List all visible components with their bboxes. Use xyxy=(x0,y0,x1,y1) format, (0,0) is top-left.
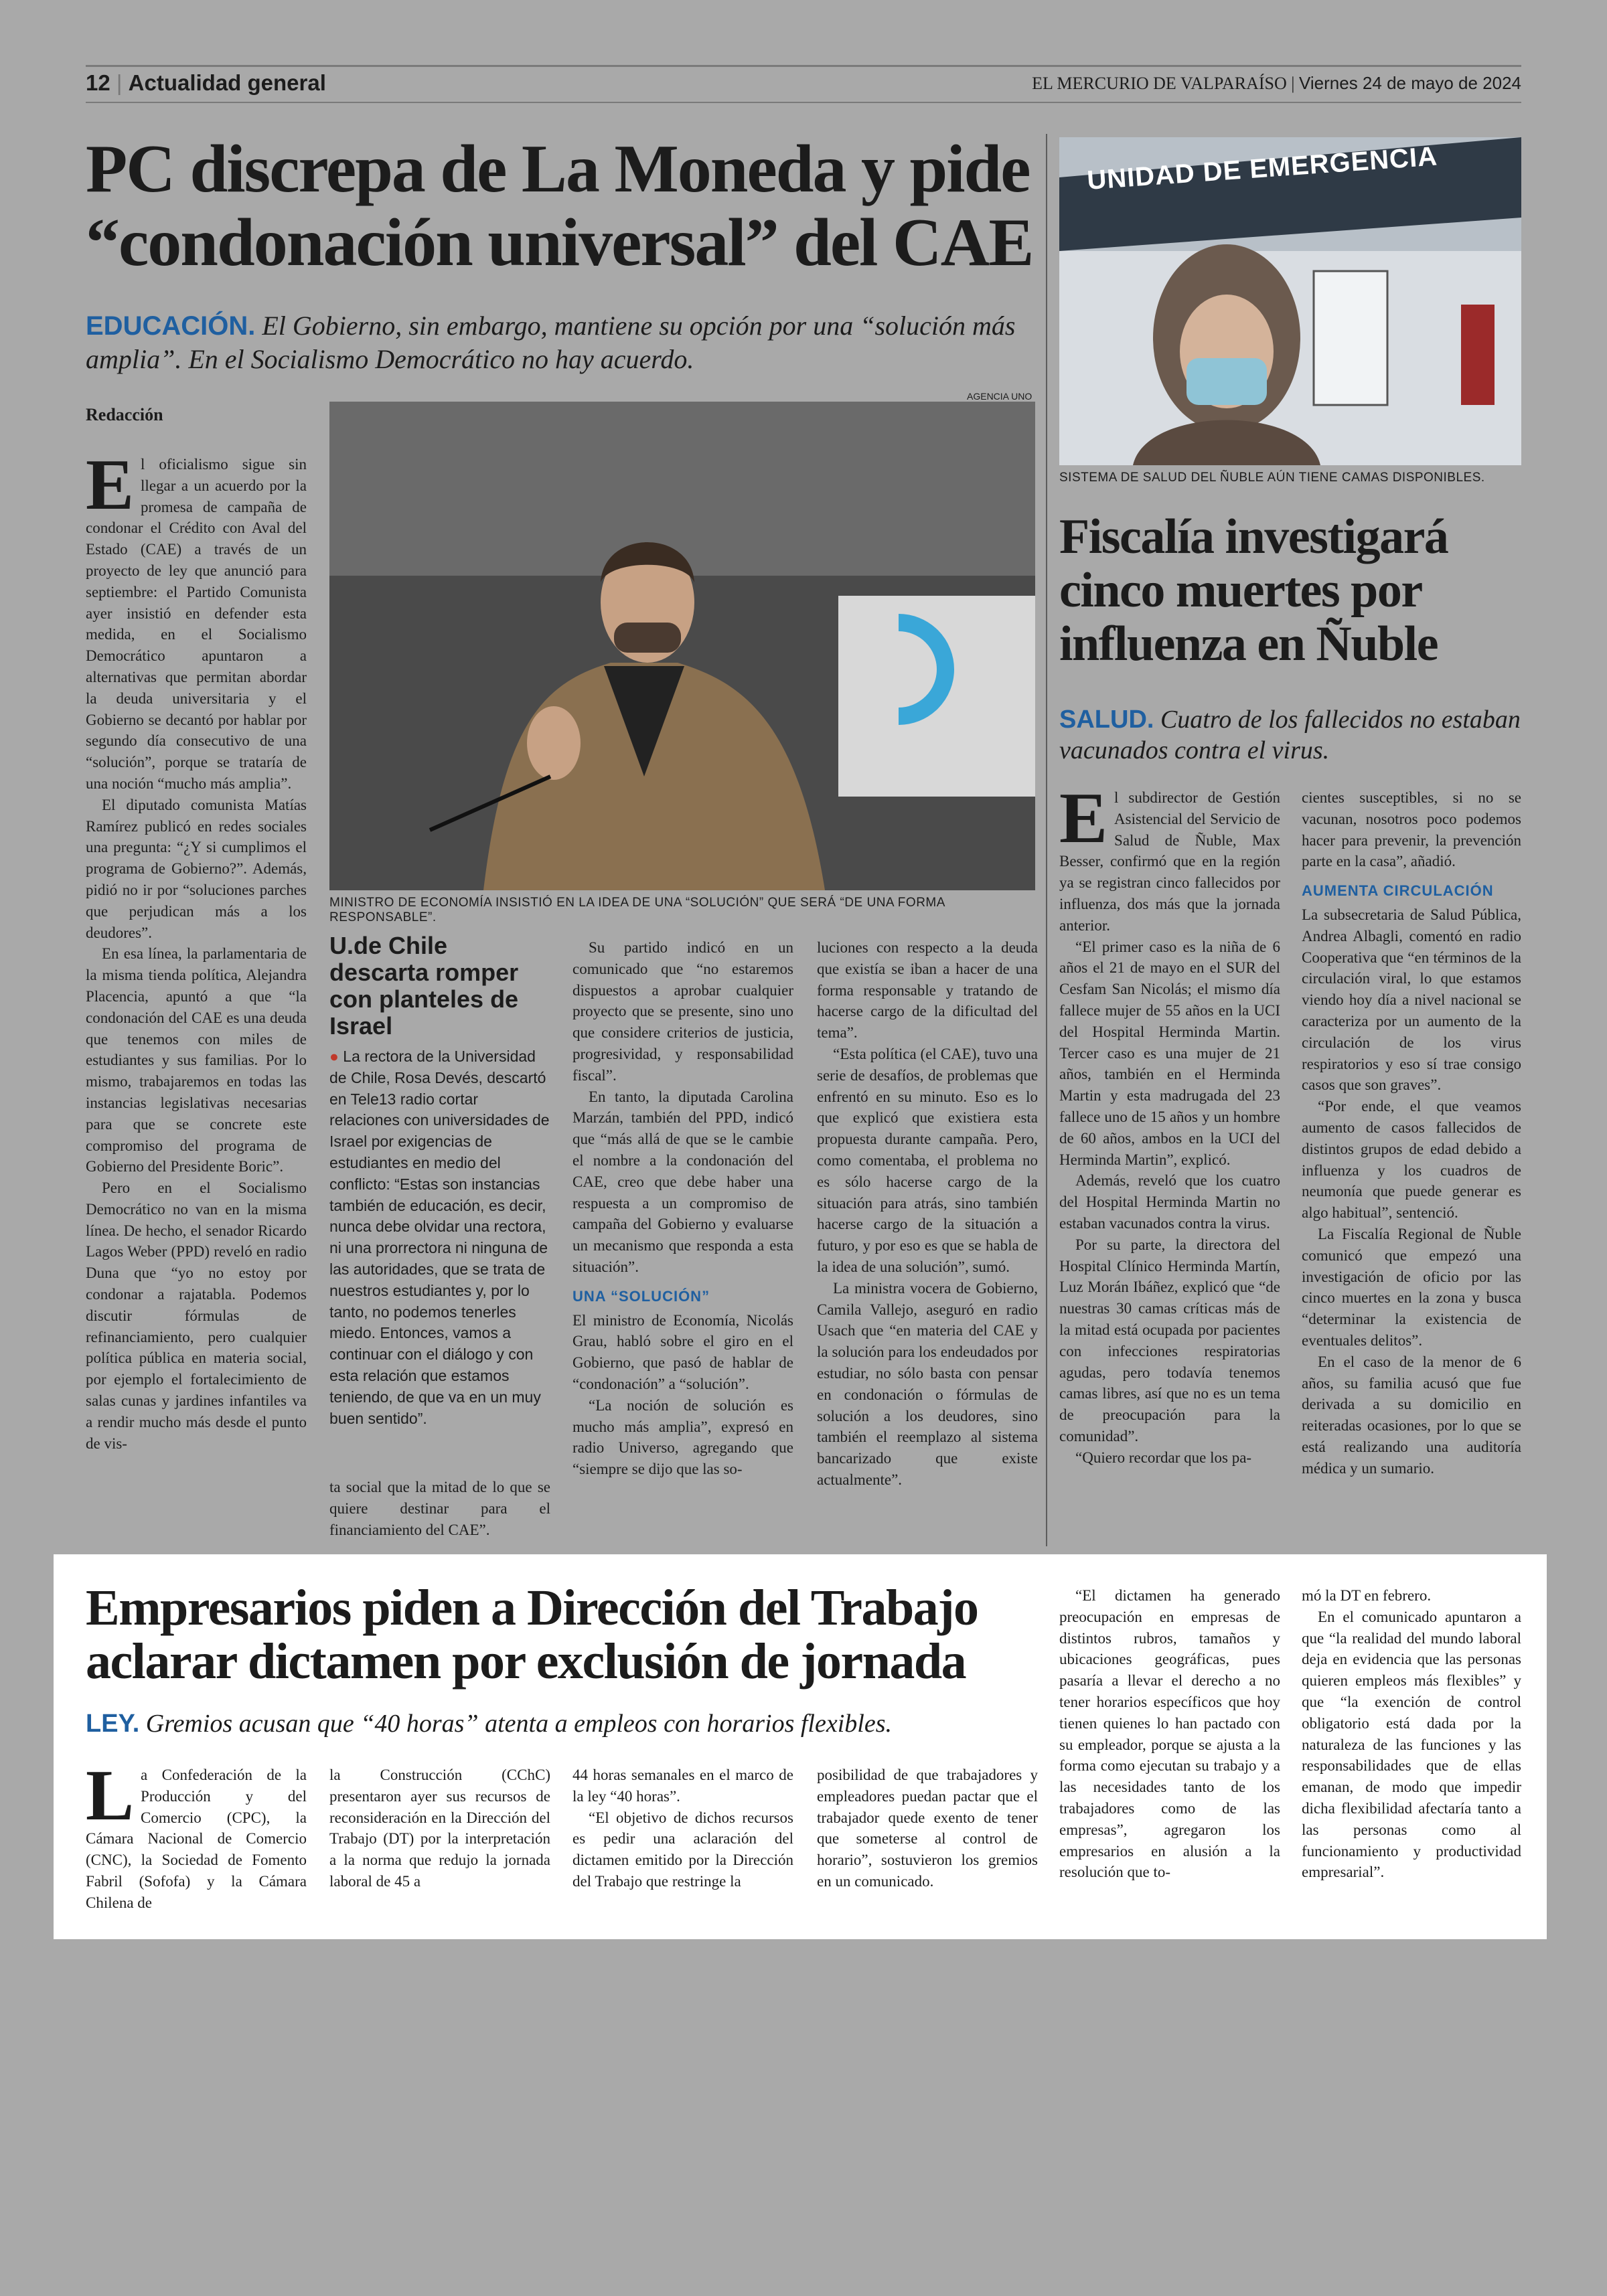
bottom-col-2 xyxy=(329,1765,550,1892)
paragraph: La ministra vocera de Gobierno, Camila Vallejo, aseguró en radio Usach que “en materia del CAE y la solución para los endeudados por estudiar, no sólo basta con pensar en condonación o fórmulas de solución a los deudores, sino también el reemplazo al sistema bancarizado que existe actualmente”. xyxy=(817,1279,1038,1488)
drop-cap: L xyxy=(86,1756,135,1835)
paragraph: Además, reveló que los cuatro del Hospital Herminda Martin no estaban vacunados contra la virus. xyxy=(1059,1172,1280,1232)
main-headline-line1: PC discrepa de La Moneda y pide xyxy=(86,131,1030,207)
side-deck xyxy=(1059,704,1521,766)
main-photo-caption: MINISTRO DE ECONOMÍA INSISTIÓ EN LA IDEA DE UNA “SOLUCIÓN” QUE SERÁ “DE UNA FORMA RESPONSABLE”. xyxy=(329,896,945,924)
side-deck-text: Cuatro de los fallecidos no estaban vacunados contra el virus. xyxy=(1059,706,1521,764)
main-headline-line2: “condonación universal” del CAE xyxy=(86,205,1033,280)
paragraph: En el caso de la menor de 6 años, su familia acusó que fue derivada a su domicilio en reiteradas ocasiones, por lo que se está realizando una auditoría médica y un sumario. xyxy=(1302,1353,1521,1477)
side-tag: SALUD. xyxy=(1059,706,1154,734)
bottom-col-1 xyxy=(86,1756,307,1914)
main-col-3 xyxy=(572,937,793,1480)
newspaper-name: EL MERCURIO DE VALPARAÍSO xyxy=(1032,74,1287,93)
drop-cap: E xyxy=(1059,778,1108,858)
paragraph: “El dictamen ha generado preocupación en empresas de distintos rubros, tamaños y ubicaciones geográficas, pues pasaría a llevar el derecho a no tener horarios específicos que hoy tienen quienes lo han pactado con su empleador, porque se ajusta a la forma como ejecutan su trabajo y a las necesidades tanto de los trabajadores como de las empresas”, agregaron los empresarios en alusión a la resolución que to- xyxy=(1059,1587,1280,1881)
paragraph: La subsecretaria de Salud Pública, Andrea Albagli, comentó en radio Cooperativa que “en términos de la circulación viral, lo que estamos viendo hoy día a nivel nacional se caracteriza por un aumento de la circulación de los virus respiratorios y eso sí trae consigo casos que son graves”. xyxy=(1302,906,1521,1094)
side-headline: Fiscalía investigará cinco muertes por influenza en Ñuble xyxy=(1059,509,1448,671)
bullet-icon: ● xyxy=(329,1048,343,1065)
byline: Redacción xyxy=(86,405,163,424)
box-body xyxy=(329,1046,550,1429)
emergency-sign: UNIDAD DE EMERGENCIA xyxy=(1086,141,1439,195)
bottom-col-3 xyxy=(572,1765,793,1892)
masthead-date: EL MERCURIO DE VALPARAÍSO | Viernes 24 de mayo de 2024 xyxy=(1032,73,1521,93)
main-col-4 xyxy=(817,937,1038,1491)
page-section: 12 | Actualidad general xyxy=(86,70,326,95)
paragraph: l subdirector de Gestión Asistencial del Servicio de Salud de Ñuble, Max Besser, confirmó que en la región ya se registran cinco fallecidos por influenza, dos más que la jornada anterior. xyxy=(1059,789,1280,934)
page-header xyxy=(86,65,1521,103)
subhead: UNA “SOLUCIÓN” xyxy=(572,1287,710,1305)
paragraph: “Esta política (el CAE), tuvo una serie de desafíos, de problemas que enfrentó en su minuto. Eso es lo que explicó que existiera esta propuesta durante campaña. Pero, como comentaba, el problema no es sólo hacerse cargo de la situación para atrás, sino también hacerse cargo de la situación a futuro, y por eso es que se habla de la idea de una solución”, sumó. xyxy=(817,1045,1038,1275)
paragraph: ta social que la mitad de lo que se quiere destinar para el financiamiento del CAE”. xyxy=(329,1479,550,1538)
main-deck-text: El Gobierno, sin embargo, mantiene su opción por una “solución más amplia”. En el Socialismo Democrático no hay acuerdo. xyxy=(86,311,1016,374)
main-deck xyxy=(86,309,1037,376)
box-text: La rectora de la Universidad de Chile, Rosa Devés, descartó en Tele13 radio cortar relaciones con universidades de Israel por exigencias de estudiantes en medio del conflicto: “Estas son instancias también de educación, es decir, nunca debe olvidar una rectora, ni una prorrectora ni ninguna de las autoridades, que se trata de nuestros estudiantes y, por lo tanto, no podemos tenerles miedo. Entonces, vamos a continuar con el diálogo y con esta relación que estamos teniendo, de que va en un muy buen sentido”. xyxy=(329,1048,550,1427)
photo-credit: AGENCIA UNO xyxy=(967,391,1032,402)
bottom-tag: LEY. xyxy=(86,1710,140,1738)
main-headline xyxy=(86,133,1037,280)
paragraph: “Quiero recordar que los pa- xyxy=(1075,1449,1252,1466)
paragraph: 44 horas semanales en el marco de la ley “40 horas”. xyxy=(572,1767,793,1805)
paragraph: “El primer caso es la niña de 6 años el 21 de mayo en el SUR del Cesfam San Nicolás; el mismo día fallece mujer de 55 años en la UCI del Hospital Herminda Martin. Tercer caso es una mujer de 21 años, también en el Herminda Martin y esta madrugada del 23 fallece uno de 15 años y un hombre de 60 años, ambos en la UCI del Herminda Martin”, explicó. xyxy=(1059,938,1280,1168)
side-photo-caption: SISTEMA DE SALUD DEL ÑUBLE AÚN TIENE CAMAS DISPONIBLES. xyxy=(1059,471,1485,485)
page-number: 12 xyxy=(86,70,110,95)
paragraph: cientes susceptibles, si no se vacunan, nosotros poco podemos hacer para prevenir, la prevención parte en la casa”, añadió. xyxy=(1302,789,1521,870)
main-tag: EDUCACIÓN. xyxy=(86,311,256,341)
sidebar-box xyxy=(329,932,550,1429)
paragraph: la Construcción (CChC) presentaron ayer sus recursos de reconsideración en la Dirección del Trabajo (DT) por la interpretación a la norma que redujo la jornada laboral de 45 a xyxy=(329,1767,550,1890)
side-col-1 xyxy=(1059,778,1280,1469)
paragraph: En el comunicado apuntaron a que “la realidad del mundo laboral deja en evidencia que las personas quieren empleos más flexibles” y que “la exención de control obligatorio está dada por la naturaleza de las funciones y las responsabilidades que de ellas emanan, de modo que impedir dicha flexibilidad afectaría tanto a las personas como al funcionamiento y productividad empresarial”. xyxy=(1302,1608,1521,1881)
issue-date: Viernes 24 de mayo de 2024 xyxy=(1299,73,1521,93)
minister-photo-illustration xyxy=(329,402,1035,890)
paragraph: Por su parte, la directora del Hospital Clínico Herminda Martín, Luz Morán Ibáñez, explicó que “de nuestras 30 camas críticas más de la mitad está ocupada por pacientes con infecciones respiratorias agudas, pero todavía tenemos camas libres, así que no es un tema de preocupación para la comunidad”. xyxy=(1059,1236,1280,1445)
paragraph: l oficialismo sigue sin llegar a un acuerdo por la promesa de campaña de condonar el Crédito con Aval del Estado (CAE) a través de un proyecto de ley que anunció para septiembre: el Partido Comunista ayer insistió en defender esta medida, en el Socialismo Democrático apuntaron a alternativas que permitan abordar la deuda universitaria y el Gobierno se decantó por hablar por segundo día consecutivo de una “solución”, porque se trataría de una noción “mucho más amplia”. xyxy=(86,456,307,792)
section-title: Actualidad general xyxy=(128,70,326,95)
subhead: AUMENTA CIRCULACIÓN xyxy=(1302,882,1494,900)
paragraph: En tanto, la diputada Carolina Marzán, también del PPD, indicó que “más allá de que se le cambie el nombre a la condonación del CAE, creo que debe haber una respuesta a un compromiso de campaña del Gobierno y evaluarse un mecanismo que responda a esta situación”. xyxy=(572,1088,793,1275)
paragraph: “El objetivo de dichos recursos es pedir una aclaración del dictamen emitido por la Dirección del Trabajo que restringe la xyxy=(572,1809,793,1890)
paragraph: “Por ende, el que veamos aumento de casos fallecidos de distintos grupos de edad debido a influenza y los cuadros de neumonía que puede generar es algo habitual”, sentenció. xyxy=(1302,1098,1521,1222)
paragraph: El ministro de Economía, Nicolás Grau, habló sobre el giro en el Gobierno, que pasó de hablar de “condonación” a “solución”. xyxy=(572,1311,793,1392)
bottom-col-5 xyxy=(1059,1585,1280,1883)
column-divider xyxy=(1046,134,1047,1546)
paragraph: “La noción de solución es mucho más amplia”, expresó en radio Universo, agregando que “siempre se dijo que las so- xyxy=(572,1396,793,1478)
box-title: U.de Chile descarta romper con planteles de Israel xyxy=(329,932,519,1040)
bottom-deck-text: Gremios acusan que “40 horas” atenta a empleos con horarios flexibles. xyxy=(145,1710,892,1738)
paragraph: a Confederación de la Producción y del Comercio (CPC), la Cámara Nacional de Comercio (CNC), la Sociedad de Fomento Fabril (Sofofa) y la Cámara Chilena de xyxy=(86,1767,307,1911)
drop-cap: E xyxy=(86,445,135,525)
minister-photo xyxy=(329,402,1035,890)
bottom-col-4 xyxy=(817,1765,1038,1892)
bottom-deck xyxy=(86,1708,1057,1739)
paragraph: luciones con respecto a la deuda que existía se iban a hacer de una forma responsable y tratando de hacerse cargo de la dificultad del tema”. xyxy=(817,939,1038,1042)
paragraph: Su partido indicó en un comunicado que “no estaremos dispuestos a aprobar cualquier proyecto que se presente, sino uno que considere criterios de justicia, progresividad, y responsabilidad fiscal”. xyxy=(572,939,793,1084)
bottom-headline-line1: Empresarios piden a Dirección del Trabajo xyxy=(86,1580,978,1636)
main-col-2-end xyxy=(329,1477,550,1540)
bottom-headline xyxy=(86,1581,1057,1688)
paragraph: posibilidad de que trabajadores y empleadores puedan pactar que el trabajador quede exento de tener que someterse al control de horario”, sostuvieron los gremios en un comunicado. xyxy=(817,1767,1038,1890)
paragraph: Pero en el Socialismo Democrático no van en la misma línea. De hecho, el senador Ricardo Lagos Weber (PPD) reveló en radio Duna que “yo no estoy por condonar a rajatabla. Podemos discutir fórmulas de refinanciamiento, pero cualquier política pública en materia social, por ejemplo el fortalecimiento de salas cunas y jardines infantiles va a rendir mucho más desde el punto de vis- xyxy=(86,1179,307,1452)
bottom-headline-line2: aclarar dictamen por exclusión de jornada xyxy=(86,1633,966,1690)
paragraph: La Fiscalía Regional de Ñuble comunicó que empezó una investigación de oficio por las cinco muertes en la zona y busca “determinar la existencia de eventuales delitos”. xyxy=(1302,1225,1521,1349)
paragraph: El diputado comunista Matías Ramírez publicó en redes sociales una pregunta: “¿Y si cumplimos el programa de Gobierno?”. Además, pidió no ir por “soluciones parches que perjudican más a los deudores”. xyxy=(86,796,307,941)
paragraph: mó la DT en febrero. xyxy=(1302,1587,1432,1604)
main-col-1 xyxy=(86,445,307,1454)
bottom-col-6 xyxy=(1302,1585,1521,1883)
paragraph: En esa línea, la parlamentaria de la misma tienda política, Alejandra Placencia, apuntó a que “la condonación del CAE es una deuda que tenemos con miles de estudiantes y sus familias. Por lo mismo, trabajaremos en todas las instancias legislativas necesarias para que se concrete este compromiso del programa de Gobierno del Presidente Boric”. xyxy=(86,945,307,1175)
side-col-2 xyxy=(1302,787,1521,1479)
